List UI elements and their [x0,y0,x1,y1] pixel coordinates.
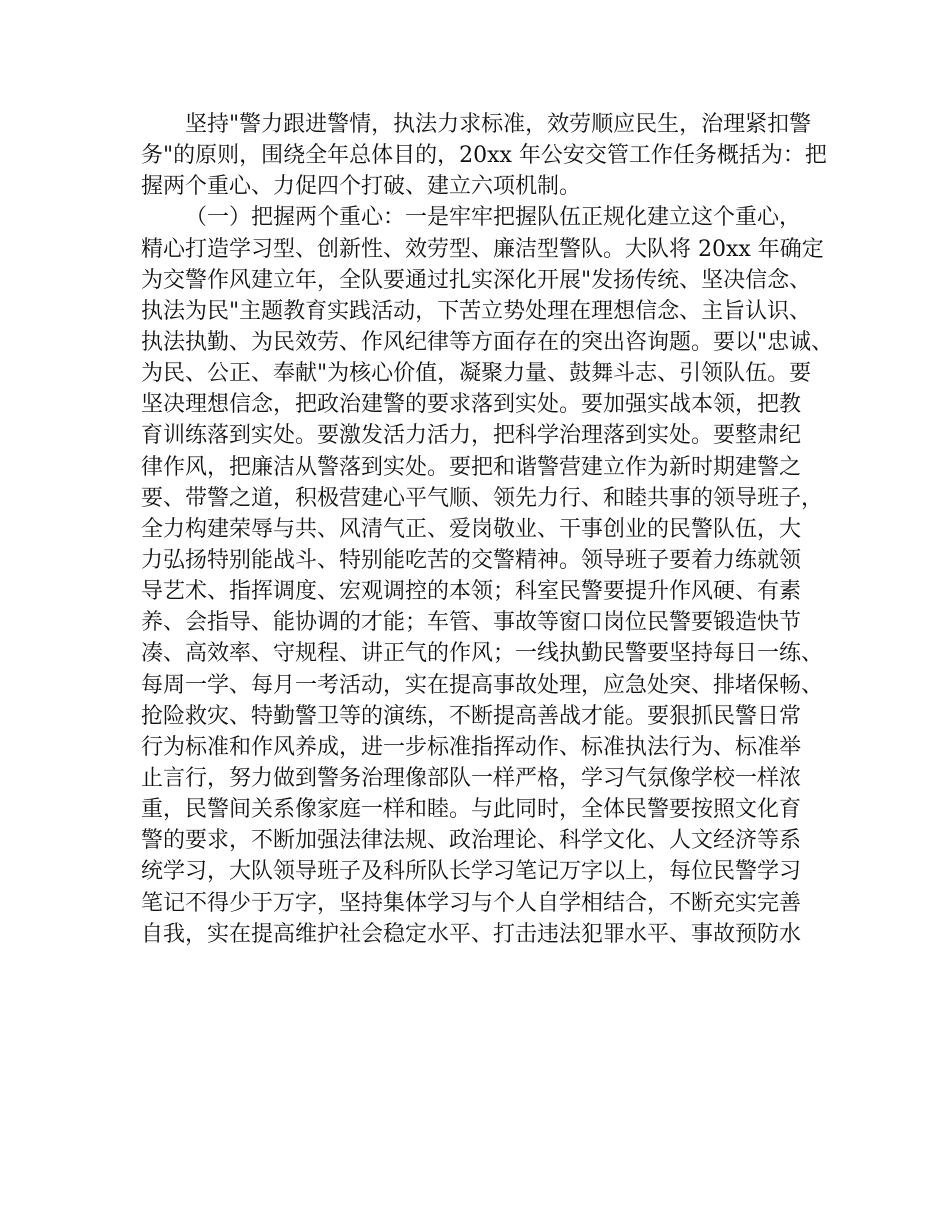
paragraph-2-line-2: 精心打造学习型、创新性、效劳型、廉洁型警队。大队将 20xx 年确定 [141,236,824,262]
paragraph-2-line-14: 养、会指导、能协调的才能；车管、事故等窗口岗位民警要锻造快节 [141,610,802,636]
paragraph-2-line-20: 重，民警间关系像家庭一样和睦。与此同时，全体民警要按照文化育 [141,797,802,823]
paragraph-2-line-3: 为交警作风建立年，全队要通过扎实深化开展"发扬传统、坚决信念、 [141,267,812,293]
paragraph-2-line-9: 律作风，把廉洁从警落到实处。要把和谐警营建立作为新时期建警之 [141,454,802,480]
paragraph-2-line-16: 每周一学、每月一考活动，实在提高事故处理，应急处突、排堵保畅、 [141,672,824,698]
paragraph-2-line-21: 警的要求，不断加强法律法规、政治理论、科学文化、人文经济等系 [141,828,802,854]
paragraph-2-line-22: 统学习，大队领导班子及科所队长学习笔记万字以上，每位民警学习 [141,859,802,885]
paragraph-1-line-2: 务"的原则，围绕全年总体目的，20xx 年公安交管工作任务概括为：把 [141,143,827,169]
body-text [141,109,834,950]
paragraph-2-line-15: 凑、高效率、守规程、讲正气的作风；一线执勤民警要坚持每日一练、 [141,641,824,667]
paragraph-2-line-23: 笔记不得少于万字，坚持集体学习与个人自学相结合，不断充实完善 [141,890,802,916]
paragraph-2-line-7: 坚决理想信念，把政治建警的要求落到实处。要加强实战本领，把教 [141,392,802,418]
paragraph-1-line-1: 坚持"警力跟进警情，执法力求标准，效劳顺应民生，治理紧扣警 [185,112,812,137]
paragraph-2-line-12: 力弘扬特别能战斗、特别能吃苦的交警精神。领导班子要着力练就领 [141,547,802,573]
paragraph-2-line-6: 为民、公正、奉献"为核心价值，凝聚力量、鼓舞斗志、引领队伍。要 [141,361,812,387]
paragraph-2-line-17: 抢险救灾、特勤警卫等的演练，不断提高善战才能。要狠抓民警日常 [141,703,802,729]
paragraph-2-line-18: 行为标准和作风养成，进一步标准指挥动作、标准执法行为、标准举 [141,734,802,760]
paragraph-1-line-3: 握两个重心、力促四个打破、建立六项机制。 [141,174,582,200]
paragraph-2-line-19: 止言行，努力做到警务治理像部队一样严格，学习气氛像学校一样浓 [141,765,802,791]
paragraph-2-line-24: 自我，实在提高维护社会稳定水平、打击违法犯罪水平、事故预防水 [141,921,802,947]
paragraph-2-line-10: 要、带警之道，积极营建心平气顺、领先力行、和睦共事的领导班子， [141,485,824,511]
paragraph-2-line-5: 执法执勤、为民效劳、作风纪律等方面存在的突出咨询题。要以"忠诚、 [141,329,834,355]
paragraph-2-line-1: （一）把握两个重心：一是牢牢把握队伍正规化建立这个重心， [185,205,802,231]
paragraph-2-line-4: 执法为民"主题教育实践活动，下苦立势处理在理想信念、主旨认识、 [141,298,812,324]
paragraph-2-line-13: 导艺术、指挥调度、宏观调控的本领；科室民警要提升作风硬、有素 [141,579,802,605]
paragraph-2-line-8: 育训练落到实处。要激发活力活力，把科学治理落到实处。要整肃纪 [141,423,802,449]
paragraph-2-line-11: 全力构建荣辱与共、风清气正、爱岗敬业、干事创业的民警队伍，大 [141,516,802,542]
